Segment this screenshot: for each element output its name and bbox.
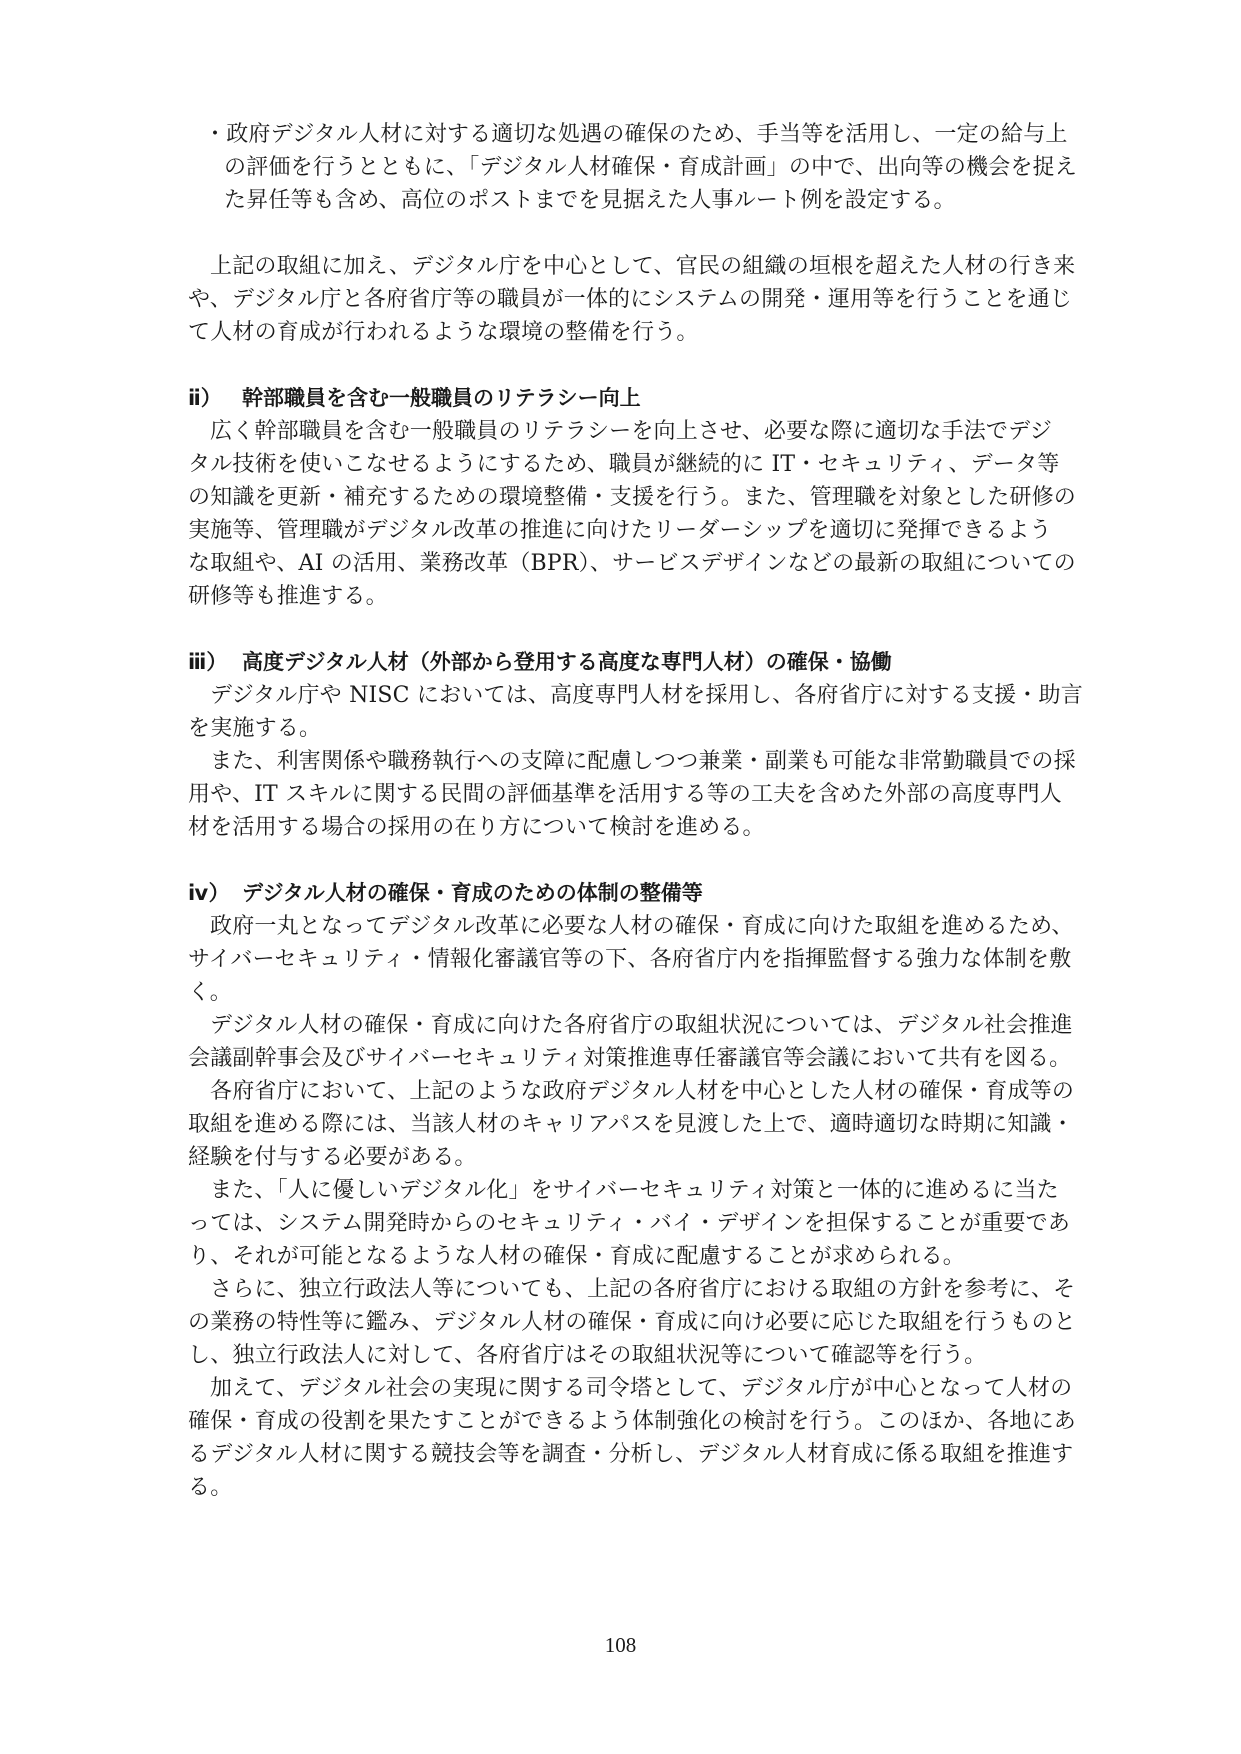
text-line: 会議副幹事会及びサイバーセキュリティ対策推進専任審議官等会議において共有を図る。 [188, 1046, 1072, 1071]
text-line: さらに、独立行政法人等についても、上記の各府省庁における取組の方針を参考に、そ [210, 1277, 1076, 1302]
document-body [188, 118, 1118, 1504]
text-line: 経験を付与する必要がある。 [188, 1145, 477, 1170]
section-heading [188, 382, 1118, 415]
text-line: 各府省庁において、上記のような政府デジタル人材を中心とした人材の確保・育成等の [210, 1079, 1075, 1104]
text-line: な取組や、AI の活用、業務改革（BPR）、サービスデザインなどの最新の取組についての [188, 551, 1076, 576]
section-title: 高度デジタル人材（外部から登用する高度な専門人材）の確保・協働 [242, 650, 892, 674]
text-line: デジタル庁や NISC においては、高度専門人材を採用し、各府省庁に対する支援・助言 [210, 683, 1083, 708]
paragraph [188, 250, 1118, 349]
bullet-item [188, 118, 1118, 217]
text-line: 上記の取組に加え、デジタル庁を中心として、官民の組織の垣根を超えた人材の行き来 [210, 254, 1076, 279]
text-line: 用や、IT スキルに関する民間の評価基準を活用する等の工夫を含めた外部の高度専門人 [188, 782, 1062, 807]
text-line: 材を活用する場合の採用の在り方について検討を進める。 [188, 815, 765, 840]
paragraph [188, 1009, 1118, 1075]
text-line: 確保・育成の役割を果たすことができるよう体制強化の検討を行う。このほか、各地にあ [188, 1409, 1077, 1434]
text-line: るデジタル人材に関する競技会等を調査・分析し、デジタル人材育成に係る取組を推進す [188, 1442, 1074, 1467]
section-title: デジタル人材の確保・育成のための体制の整備等 [242, 881, 703, 905]
text-line: や、デジタル庁と各府省庁等の職員が一体的にシステムの開発・運用等を行うことを通じ [188, 287, 1073, 312]
section-number: ⅲ） [188, 650, 228, 674]
text-line: を実施する。 [188, 716, 322, 741]
text-line: し、独立行政法人に対して、各府省庁はその取組状況等について確認等を行う。 [188, 1343, 987, 1368]
paragraph [188, 910, 1118, 1009]
section-heading [188, 646, 1118, 679]
paragraph [188, 1372, 1118, 1504]
text-line: る。 [188, 1475, 233, 1500]
section-number: ⅱ） [188, 386, 222, 410]
paragraph [188, 1075, 1118, 1174]
paragraph [188, 415, 1118, 613]
paragraph [188, 1273, 1118, 1372]
text-line: 研修等も推進する。 [188, 584, 388, 609]
text-line: 政府一丸となってデジタル改革に必要な人材の確保・育成に向けた取組を進めるため、 [210, 914, 1074, 939]
section-title: 幹部職員を含む一般職員のリテラシー向上 [242, 386, 641, 410]
text-line: っては、システム開発時からのセキュリティ・バイ・デザインを担保することが重要であ [188, 1211, 1071, 1236]
text-line: く。 [188, 980, 232, 1005]
section-number: ⅳ） [188, 881, 230, 905]
text-line: 取組を進める際には、当該人材のキャリアパスを見渡した上で、適時適切な時期に知識・ [188, 1112, 1074, 1137]
paragraph [188, 679, 1118, 745]
section-heading [188, 877, 1118, 910]
text-line: 広く幹部職員を含む一般職員のリテラシーを向上させ、必要な際に適切な手法でデジ [210, 419, 1053, 444]
paragraph [188, 745, 1118, 844]
page-number: 108 [604, 1633, 637, 1657]
text-line: タル技術を使いこなせるようにするため、職員が継続的に IT・セキュリティ、データ等 [188, 452, 1060, 477]
text-line: 実施等、管理職がデジタル改革の推進に向けたリーダーシップを適切に発揮できるよう [188, 518, 1052, 543]
text-line: サイバーセキュリティ・情報化審議官等の下、各府省庁内を指揮監督する強力な体制を敷 [188, 947, 1072, 972]
text-line: また、「人に優しいデジタル化」をサイバーセキュリティ対策と一体的に進めるに当た [210, 1178, 1059, 1203]
text-line: の評価を行うとともに、「デジタル人材確保・育成計画」の中で、出向等の機会を捉え [224, 155, 1078, 180]
text-line: て人材の育成が行われるような環境の整備を行う。 [188, 320, 699, 345]
text-line: また、利害関係や職務執行への支障に配慮しつつ兼業・副業も可能な非常勤職員での採 [210, 749, 1076, 774]
paragraph [188, 1174, 1118, 1273]
text-line: の業務の特性等に鑑み、デジタル人材の確保・育成に向け必要に応じた取組を行うものと [188, 1310, 1077, 1335]
section-iv [188, 877, 1118, 1504]
text-line: た昇任等も含め、高位のポストまでを見据えた人事ルート例を設定する。 [224, 188, 956, 213]
section-ii [188, 382, 1118, 613]
text-line: り、それが可能となるような人材の確保・育成に配慮することが求められる。 [188, 1244, 966, 1269]
text-line: の知識を更新・補充するための環境整備・支援を行う。また、管理職を対象とした研修の [188, 485, 1077, 510]
text-line: 加えて、デジタル社会の実現に関する司令塔として、デジタル庁が中心となって人材の [210, 1376, 1073, 1401]
section-iii [188, 646, 1118, 844]
text-line: ・政府デジタル人材に対する適切な処遇の確保のため、手当等を活用し、一定の給与上 [204, 122, 1068, 147]
text-line: デジタル人材の確保・育成に向けた各府省庁の取組状況については、デジタル社会推進 [210, 1013, 1073, 1038]
